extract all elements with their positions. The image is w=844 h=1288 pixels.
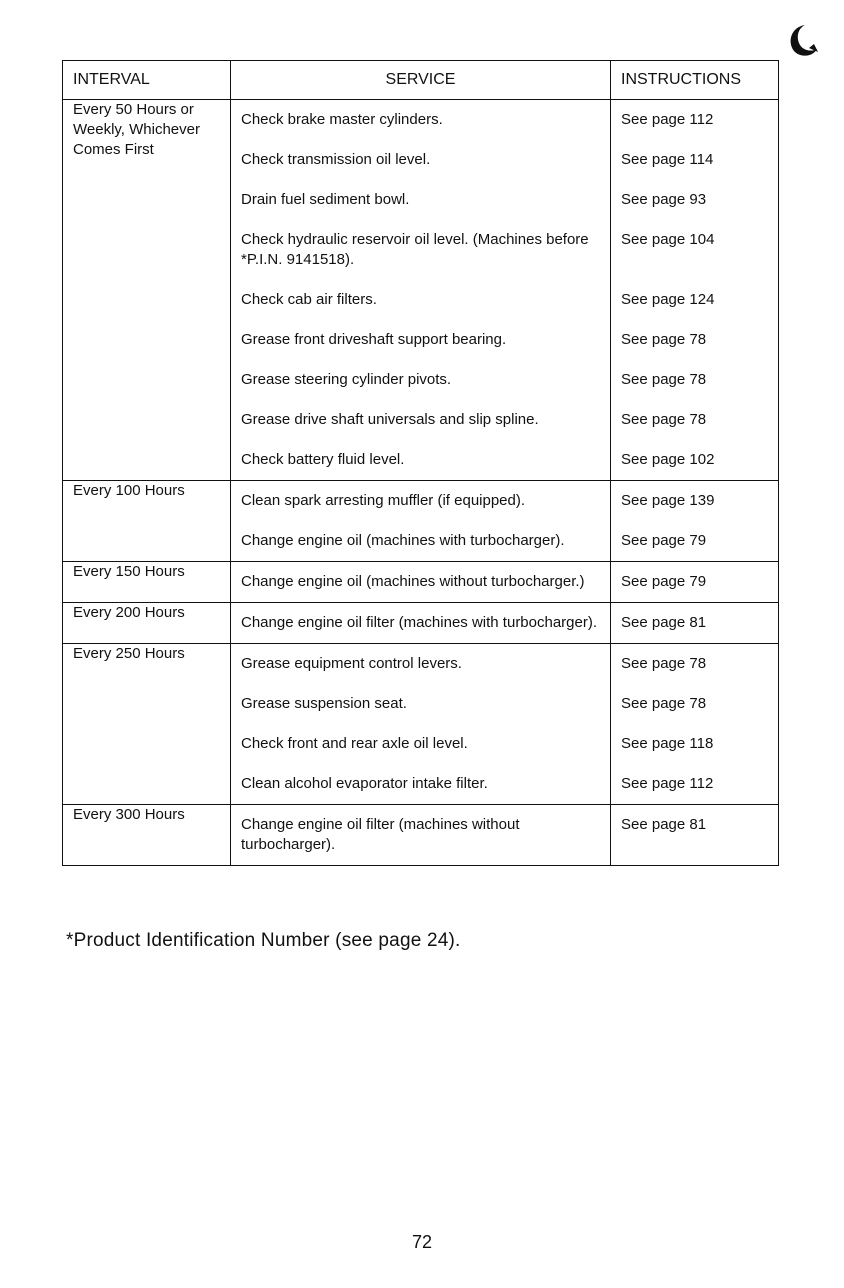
service-item: Change engine oil filter (machines without turbocharger). [241, 816, 520, 853]
service-item: Clean alcohol evaporator intake filter. [241, 775, 488, 792]
service-item: Grease suspension seat. [241, 695, 407, 712]
moon-tab-icon [785, 22, 819, 58]
service-cell [231, 562, 611, 603]
interval-group [63, 603, 779, 644]
instruction-item: See page 102 [621, 451, 715, 468]
instruction-item: See page 79 [621, 573, 707, 590]
instruction-item: See page 78 [621, 331, 707, 348]
interval-cell: Every 150 Hours [63, 562, 231, 603]
service-item: Check hydraulic reservoir oil level. (Machines before *P.I.N. 9141518). [241, 231, 589, 268]
instruction-item: See page 81 [621, 816, 707, 833]
instruction-item: See page 118 [621, 735, 714, 752]
service-item: Change engine oil (machines with turbocharger). [241, 532, 565, 549]
service-item: Grease drive shaft universals and slip spline. [241, 411, 539, 428]
instruction-item: See page 93 [621, 191, 707, 208]
table-header-row [63, 61, 779, 100]
service-item: Check cab air filters. [241, 291, 377, 308]
header-interval: INTERVAL [63, 61, 231, 100]
service-cell [231, 644, 611, 805]
instructions-cell [611, 644, 779, 805]
service-item: Check front and rear axle oil level. [241, 735, 468, 752]
footnote: *Product Identification Number (see page 24). [66, 930, 461, 951]
instructions-cell [611, 481, 779, 562]
interval-cell: Every 300 Hours [63, 805, 231, 866]
maintenance-table [62, 60, 779, 866]
service-item: Change engine oil filter (machines with turbocharger). [241, 614, 598, 631]
service-item: Grease front driveshaft support bearing. [241, 331, 507, 348]
service-item: Grease equipment control levers. [241, 655, 462, 672]
table-row [63, 603, 779, 644]
interval-cell: Every 50 Hours or Weekly, Whichever Comes First [63, 100, 231, 481]
instructions-cell [611, 805, 779, 866]
table-row [63, 481, 779, 562]
instruction-item: See page 124 [621, 291, 715, 308]
service-cell [231, 603, 611, 644]
interval-group [63, 805, 779, 866]
service-cell [231, 805, 611, 866]
table-row [63, 805, 779, 866]
service-cell [231, 481, 611, 562]
instruction-item: See page 78 [621, 695, 707, 712]
interval-group [63, 562, 779, 603]
instruction-item: See page 114 [621, 151, 714, 168]
page-number: 72 [411, 1232, 433, 1252]
table-row [63, 100, 779, 481]
header-instructions: INSTRUCTIONS [611, 61, 779, 100]
service-item: Check battery fluid level. [241, 451, 405, 468]
table-row [63, 644, 779, 805]
service-item: Check transmission oil level. [241, 151, 431, 168]
service-item: Change engine oil (machines without turbocharger.) [241, 573, 585, 590]
interval-group [63, 100, 779, 481]
instructions-cell [611, 562, 779, 603]
instructions-cell [611, 100, 779, 481]
service-item: Drain fuel sediment bowl. [241, 191, 410, 208]
table-row [63, 562, 779, 603]
service-cell [231, 100, 611, 481]
instructions-cell [611, 603, 779, 644]
service-item: Clean spark arresting muffler (if equipped). [241, 492, 526, 509]
interval-group [63, 481, 779, 562]
instruction-item: See page 112 [621, 775, 714, 792]
instruction-item: See page 112 [621, 111, 714, 128]
instruction-item: See page 79 [621, 532, 707, 549]
instruction-item: See page 139 [621, 492, 715, 509]
interval-cell: Every 100 Hours [63, 481, 231, 562]
instruction-item: See page 78 [621, 655, 707, 672]
service-item: Grease steering cylinder pivots. [241, 371, 452, 388]
instruction-item: See page 78 [621, 411, 707, 428]
service-item: Check brake master cylinders. [241, 111, 443, 128]
header-service: SERVICE [231, 61, 611, 100]
interval-cell: Every 200 Hours [63, 603, 231, 644]
instruction-item: See page 104 [621, 231, 715, 248]
instruction-item: See page 81 [621, 614, 707, 631]
interval-group [63, 644, 779, 805]
instruction-item: See page 78 [621, 371, 707, 388]
interval-cell: Every 250 Hours [63, 644, 231, 805]
